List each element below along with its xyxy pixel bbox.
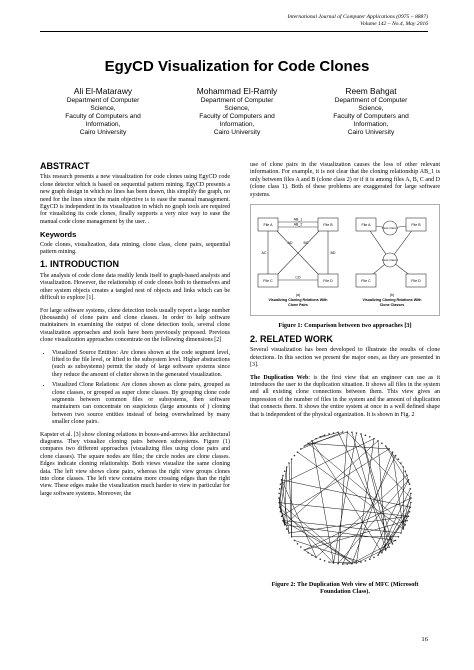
header-rule bbox=[40, 31, 428, 32]
clone-connection bbox=[298, 452, 404, 529]
file-dot bbox=[300, 546, 302, 548]
file-dot bbox=[400, 462, 402, 464]
file-dot bbox=[369, 436, 371, 438]
file-dot bbox=[291, 536, 293, 538]
left-column bbox=[40, 162, 230, 503]
file-dot bbox=[284, 524, 286, 526]
affil-line: Information, bbox=[219, 121, 255, 128]
right-column bbox=[250, 162, 440, 602]
file-dot bbox=[333, 562, 335, 564]
file-dot bbox=[315, 438, 317, 440]
subfigure-caption: Clone Pairs bbox=[288, 303, 308, 308]
node-label: File C bbox=[361, 279, 371, 284]
clone-connection bbox=[334, 433, 357, 563]
file-dot bbox=[365, 560, 367, 562]
file-dot bbox=[409, 511, 411, 513]
affil-line: Information, bbox=[85, 121, 121, 128]
author-name: Mohammad El-Ramly bbox=[196, 86, 278, 96]
file-dot bbox=[406, 475, 408, 477]
file-dot bbox=[385, 549, 387, 551]
file-dot bbox=[385, 445, 387, 447]
file-dot bbox=[300, 448, 302, 450]
file-dot bbox=[304, 445, 306, 447]
caption-line: Figure 2: The Duplication Web view of MFC (Microsoft bbox=[271, 580, 419, 588]
edge-label: BC bbox=[303, 241, 309, 246]
node-label: File D bbox=[411, 279, 421, 284]
continued-paragraph: use of clone pairs in the visualization causes the loss of other relevant information. For example, it is not clear that the cloning relationship AB_1 is only between files A and B (clone class 2) or if it is among files A, B, C and D (clone class 1). Both of these problems are exaggerated for large software systems. bbox=[250, 162, 440, 198]
file-dot bbox=[324, 435, 326, 437]
affil-line: Science, bbox=[224, 105, 250, 112]
file-dot bbox=[294, 540, 296, 542]
file-dot bbox=[392, 543, 394, 545]
file-dot bbox=[356, 432, 358, 434]
author-3 bbox=[306, 86, 436, 137]
file-dot bbox=[356, 562, 358, 564]
file-dot bbox=[402, 466, 404, 468]
keywords-text: Code clones, visualization, data mining, clone class, clone pairs, sequential pattern mining. bbox=[40, 241, 230, 256]
file-dot bbox=[278, 493, 280, 495]
file-dot bbox=[291, 458, 293, 460]
clone-connection bbox=[338, 480, 408, 564]
keywords-heading: Keywords bbox=[40, 230, 77, 240]
caption-line: Foundation Class). bbox=[320, 588, 370, 596]
clone-connection bbox=[280, 507, 334, 563]
clone-connection bbox=[352, 452, 393, 563]
node-label: File A bbox=[361, 223, 371, 228]
file-dot bbox=[404, 470, 406, 472]
related-work-paragraph: Several visualization has been developed to illustrate the results of clone detections. In this section we present the major ones, as they are presented in [3]. bbox=[250, 347, 440, 369]
file-dot bbox=[286, 528, 288, 530]
file-dot bbox=[377, 440, 379, 442]
file-dot bbox=[406, 520, 408, 522]
file-dot bbox=[324, 560, 326, 562]
file-dot bbox=[409, 484, 411, 486]
file-dot bbox=[388, 546, 390, 548]
file-dot bbox=[410, 493, 412, 495]
edge-label: AB_2 bbox=[293, 222, 303, 227]
page-number: 16 bbox=[421, 636, 428, 643]
intro-paragraph: The analysis of code clone data readily lends itself to graph-based analysis and visualization. However, the relationship of code clones both to themselves and other system objects creates a tangled nest of objects and links which can be difficult to explore [1]. bbox=[40, 272, 230, 302]
file-dot bbox=[392, 451, 394, 453]
file-dot bbox=[304, 549, 306, 551]
file-dot bbox=[398, 536, 400, 538]
clone-connection bbox=[356, 547, 389, 563]
file-dot bbox=[328, 433, 330, 435]
clone-connection bbox=[282, 480, 411, 507]
edge-label: AD bbox=[287, 241, 293, 246]
clone-connection bbox=[301, 432, 343, 449]
file-dot bbox=[278, 497, 280, 499]
affil-line: Faculty of Computers and bbox=[65, 113, 141, 120]
file-dot bbox=[333, 432, 335, 434]
affil-line: Department of Computer bbox=[66, 97, 140, 104]
file-dot bbox=[280, 484, 282, 486]
file-dot bbox=[319, 558, 321, 560]
clone-connection bbox=[294, 541, 361, 563]
file-dot bbox=[347, 563, 349, 565]
node-label: File B bbox=[323, 223, 333, 228]
file-dot bbox=[278, 502, 280, 504]
file-dot bbox=[342, 563, 344, 565]
file-dot bbox=[398, 458, 400, 460]
author-block bbox=[38, 86, 436, 137]
figure-1 bbox=[250, 204, 440, 316]
file-dot bbox=[286, 466, 288, 468]
affil-line: Faculty of Computers and bbox=[199, 113, 275, 120]
subfigure-label: (a) bbox=[295, 293, 301, 298]
file-dot bbox=[279, 506, 281, 508]
file-dot bbox=[307, 552, 309, 554]
clone-connection bbox=[401, 493, 411, 533]
subfigure-caption: Visualizing Cloning Relations With bbox=[362, 298, 422, 303]
file-dot bbox=[337, 563, 339, 565]
abstract-text: This research presents a new visualization for code clones using EgyCD code clone detector which is based on sequential pattern mining. EgyCD presents a new graph design in which no lines has been drawn, this simplify the graph, no need for the lines since the main objective is to ease the manual management. EgyCD is independent in its visualization in which no graph tools are required for visualizing its code clones, finally supports a very nice way to ease the manual code clone management by the user. . bbox=[40, 174, 230, 225]
abstract-heading: ABSTRACT bbox=[40, 161, 90, 171]
intro-paragraph: Kapster et al. [3] show cloning relations in boxes-and-arrows like architectural diagrams. They visualize cloning pairs between subsystems. Figure (1) compares two different approaches (visualizing files using clone pairs and clone classes). The square nodes are files; the circle nodes are clone classes. Edges indicate cloning relationship. Both views visualize the same cloning data. The left view shows clone pairs, whereas the right view groups clones into clone classes. The left view contains more crossing edges than the right view. These edges make the visualization much harder to view in particular for large software systems. Moreover, the bbox=[40, 431, 230, 497]
file-dot bbox=[402, 528, 404, 530]
file-dot bbox=[297, 451, 299, 453]
edge-label: AC bbox=[261, 251, 267, 256]
file-dot bbox=[337, 432, 339, 434]
clone-connection bbox=[338, 432, 347, 564]
intro-heading: 1. INTRODUCTION bbox=[40, 259, 120, 270]
affil-line: Science, bbox=[90, 105, 116, 112]
clone-class-label: Clone Class 1 bbox=[381, 227, 399, 231]
affil-line: Cairo University bbox=[347, 129, 395, 136]
figure-2-caption bbox=[250, 581, 440, 596]
affil-line: Information, bbox=[353, 121, 389, 128]
file-dot bbox=[410, 488, 412, 490]
duplication-web-paragraph bbox=[250, 375, 440, 419]
clone-connection bbox=[289, 516, 408, 533]
file-dot bbox=[400, 532, 402, 534]
subfigure-caption: Clone Classes bbox=[379, 303, 405, 308]
list-item: • Visualized Clone Relations: Are clones shown as clone pairs, grouped as clone classes, or grouped as super clone classes. By grouping clone code segments between common files or subsystems, then software maintainers can concentrate on suspicious (large amounts of ) cloning between two source entities instead of being overwhelmed by many smaller clone pairs. bbox=[52, 382, 230, 426]
file-dot bbox=[395, 455, 397, 457]
edge-label: AB_1 bbox=[293, 217, 303, 222]
edge-label: BD bbox=[330, 251, 336, 256]
file-dot bbox=[360, 561, 362, 563]
author-1 bbox=[38, 86, 168, 137]
file-dot bbox=[307, 443, 309, 445]
file-dot bbox=[365, 435, 367, 437]
dimension-list bbox=[40, 350, 230, 427]
running-header bbox=[287, 14, 428, 28]
clone-connection bbox=[316, 432, 338, 438]
intro-paragraph: For large software systems, clone detection tools usually report a large number (thousands) of clone pairs and clone classes. In order to help software maintainers in examining the output of clone detection tools, several clone visualization approaches and tools have been previously proposed. Previous clone visualization approaches concentrate on the following dimensions [2] bbox=[40, 307, 230, 344]
volume-info: Volume 142 – No.4, May 2016 bbox=[360, 21, 428, 27]
edge-label: CD bbox=[295, 275, 301, 280]
list-item: • Visualized Source Entities: Are clones shown at the code segment level, lifted to the file level, or lifted to the subsystem level. Higher abstractions (such as subsystems) permit the study of large software systems since they reduce the amount of clutter shown in the generated visualization. bbox=[52, 350, 230, 380]
file-dot bbox=[373, 438, 375, 440]
file-dot bbox=[281, 515, 283, 517]
related-work-heading: 2. RELATED WORK bbox=[250, 334, 333, 345]
node-label: File B bbox=[411, 223, 421, 228]
file-dot bbox=[311, 440, 313, 442]
affil-line: Department of Computer bbox=[200, 97, 274, 104]
clone-connection bbox=[352, 432, 386, 550]
node-label: File D bbox=[323, 279, 333, 284]
file-dot bbox=[347, 431, 349, 433]
file-dot bbox=[408, 515, 410, 517]
clone-connection bbox=[285, 441, 378, 525]
duplication-web-term: The Duplication Web bbox=[250, 374, 309, 381]
node-label: File A bbox=[263, 223, 273, 228]
author-name: Reem Bahgat bbox=[345, 86, 397, 96]
figure-1-caption: Figure 1: Comparison between two approaches [3] bbox=[278, 322, 412, 330]
affil-line: Faculty of Computers and bbox=[333, 113, 409, 120]
affil-line: Cairo University bbox=[213, 129, 261, 136]
file-dot bbox=[369, 558, 371, 560]
file-dot bbox=[351, 563, 353, 565]
subfigure-caption: Visualizing Cloning Relations With bbox=[268, 298, 328, 303]
file-dot bbox=[328, 561, 330, 563]
file-dot bbox=[410, 506, 412, 508]
file-dot bbox=[360, 433, 362, 435]
file-dot bbox=[280, 511, 282, 513]
file-dot bbox=[288, 462, 290, 464]
file-dot bbox=[408, 479, 410, 481]
paper-title: EgyCD Visualization for Code Clones bbox=[104, 58, 370, 75]
file-dot bbox=[410, 502, 412, 504]
file-dot bbox=[279, 488, 281, 490]
affil-line: Science, bbox=[358, 105, 384, 112]
file-dot bbox=[282, 475, 284, 477]
author-name: Ali El-Matarawy bbox=[73, 86, 133, 96]
file-dot bbox=[381, 552, 383, 554]
clone-connection bbox=[316, 476, 407, 558]
file-dot bbox=[319, 436, 321, 438]
node-label: File C bbox=[263, 279, 273, 284]
file-dot bbox=[281, 479, 283, 481]
file-dot bbox=[404, 524, 406, 526]
file-dot bbox=[288, 532, 290, 534]
file-dot bbox=[315, 557, 317, 559]
file-dot bbox=[294, 455, 296, 457]
duplication-web-text: : is the first view that an engineer can use as it introduces the user to the duplication situation. It shows all files in the system and all existing clone connections between them. This view gives an impression of the number of files in the system and the amount of duplication that connects them. It shows the entire system at once in a well defined shape that is independent of the physical organization. It is shown in Fig. 2 bbox=[250, 374, 440, 418]
subfigure-label: (b) bbox=[389, 293, 395, 298]
file-dot bbox=[410, 497, 412, 499]
author-2 bbox=[172, 86, 302, 137]
file-dot bbox=[311, 554, 313, 556]
clone-class-label: Clone Class 2 bbox=[381, 259, 399, 263]
affil-line: Department of Computer bbox=[334, 97, 408, 104]
clone-connection bbox=[308, 443, 389, 449]
affil-line: Cairo University bbox=[79, 129, 127, 136]
file-dot bbox=[395, 540, 397, 542]
file-dot bbox=[342, 431, 344, 433]
file-dot bbox=[377, 554, 379, 556]
figure-2-duplication-web bbox=[250, 424, 440, 574]
file-dot bbox=[351, 432, 353, 434]
clone-connection bbox=[279, 503, 352, 564]
file-dot bbox=[282, 520, 284, 522]
clone-connection bbox=[386, 446, 410, 484]
file-dot bbox=[388, 448, 390, 450]
file-dot bbox=[373, 557, 375, 559]
file-dot bbox=[284, 470, 286, 472]
file-dot bbox=[381, 443, 383, 445]
journal-name: International Journal of Computer Applications (0975 – 8887) bbox=[287, 14, 428, 20]
file-dot bbox=[297, 543, 299, 545]
clone-connection bbox=[280, 507, 289, 533]
